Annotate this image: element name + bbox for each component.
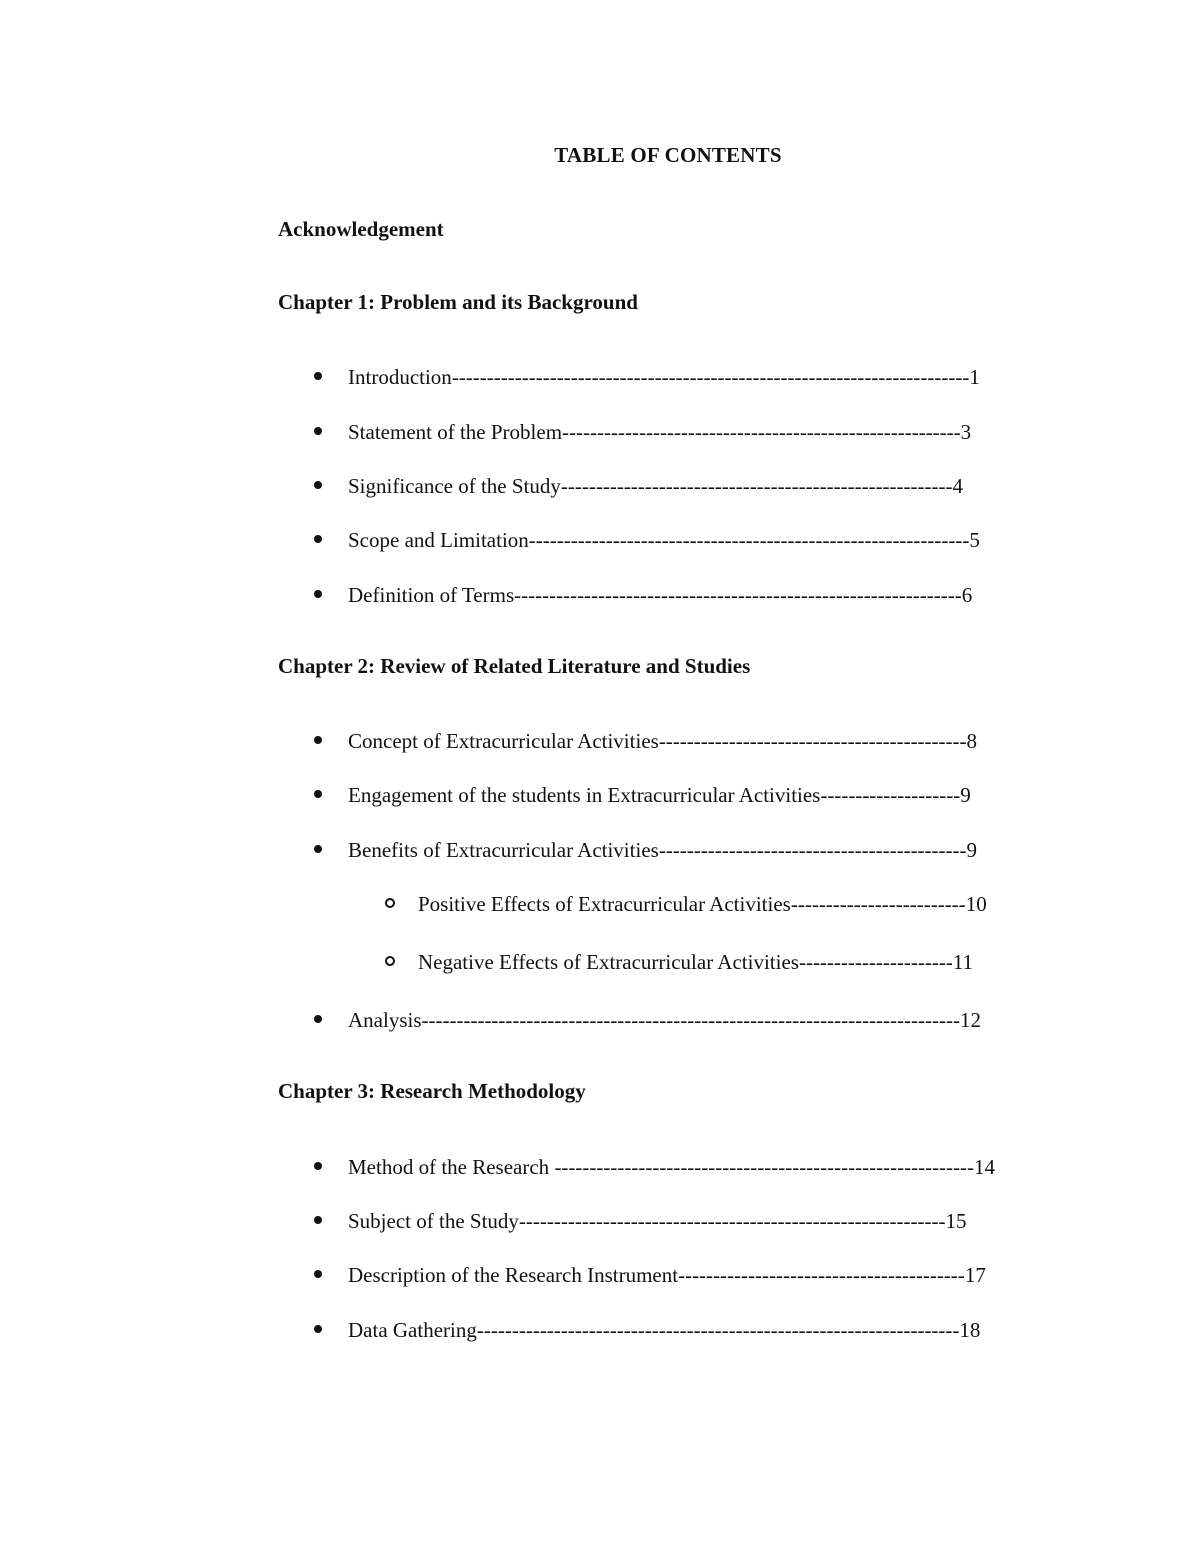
toc-entry-instrument bbox=[348, 1261, 1063, 1289]
toc-leader: -------------------------------------------- bbox=[658, 729, 967, 753]
toc-entry-page: 11 bbox=[952, 950, 974, 974]
toc-entry-subject bbox=[348, 1207, 1063, 1235]
bullet-icon bbox=[314, 790, 322, 798]
page-title: TABLE OF CONTENTS bbox=[554, 143, 782, 167]
toc-entry-label: Introduction bbox=[348, 365, 452, 389]
toc-leader: -------------------- bbox=[820, 783, 961, 807]
toc-leader: -------------------------------------------------------- bbox=[560, 474, 953, 498]
toc-entry-label: Data Gathering bbox=[348, 1318, 477, 1342]
toc-entry-page: 8 bbox=[966, 729, 978, 753]
toc-entry-scope bbox=[348, 526, 1058, 554]
toc-entry-page: 12 bbox=[959, 1008, 981, 1032]
toc-entry-label: Statement of the Problem bbox=[348, 420, 563, 444]
chapter-3-heading: Chapter 3: Research Methodology bbox=[278, 1079, 586, 1103]
toc-leader: ------------------------------------------------------------- bbox=[518, 1209, 946, 1233]
toc-leader: ------------------------- bbox=[790, 892, 966, 916]
bullet-icon bbox=[314, 845, 322, 853]
toc-leader: --------------------------------------------------------------- bbox=[528, 528, 970, 552]
toc-entry-label: Analysis bbox=[348, 1008, 422, 1032]
toc-entry-label: Scope and Limitation bbox=[348, 528, 529, 552]
toc-entry-label: Subject of the Study bbox=[348, 1209, 519, 1233]
bullet-icon bbox=[314, 590, 322, 598]
toc-entry-page: 10 bbox=[965, 892, 987, 916]
bullet-icon bbox=[314, 1270, 322, 1278]
toc-entry-page: 9 bbox=[966, 838, 978, 862]
toc-entry-definition bbox=[348, 581, 1058, 609]
bullet-icon bbox=[314, 1325, 322, 1333]
toc-entry-page: 5 bbox=[969, 528, 980, 552]
bullet-icon bbox=[314, 1015, 322, 1023]
chapter-1-heading: Chapter 1: Problem and its Background bbox=[278, 290, 638, 314]
bullet-icon bbox=[314, 1162, 322, 1170]
hollow-bullet-icon bbox=[385, 898, 395, 908]
toc-entry-page: 9 bbox=[960, 783, 971, 807]
toc-entry-label: Benefits of Extracurricular Activities bbox=[348, 838, 659, 862]
toc-entry-page: 3 bbox=[960, 420, 972, 444]
toc-entry-analysis bbox=[348, 1006, 1063, 1034]
toc-entry-concept bbox=[348, 727, 1058, 755]
toc-leader: --------------------------------------------------------- bbox=[562, 420, 961, 444]
toc-entry-page: 18 bbox=[959, 1318, 981, 1342]
bullet-icon bbox=[314, 481, 322, 489]
acknowledgement-heading: Acknowledgement bbox=[278, 217, 444, 241]
toc-leader: -------------------------------------------- bbox=[658, 838, 967, 862]
toc-entry-page: 17 bbox=[964, 1263, 986, 1287]
bullet-icon bbox=[314, 535, 322, 543]
bullet-icon bbox=[314, 736, 322, 744]
toc-leader: ---------------------- bbox=[798, 950, 953, 974]
toc-entry-introduction bbox=[348, 363, 1058, 391]
toc-entry-page: 15 bbox=[945, 1209, 967, 1233]
toc-entry-page: 14 bbox=[974, 1155, 996, 1179]
toc-leader: ---------------------------------------------------------------- bbox=[514, 583, 962, 607]
hollow-bullet-icon bbox=[385, 956, 395, 966]
toc-leader: --------------------------------------------------------------------- bbox=[476, 1318, 960, 1342]
toc-entry-positive-effects bbox=[418, 890, 1063, 918]
toc-entry-page: 6 bbox=[961, 583, 973, 607]
toc-entry-label: Significance of the Study bbox=[348, 474, 561, 498]
bullet-icon bbox=[314, 1216, 322, 1224]
toc-entry-engagement bbox=[348, 781, 1058, 809]
toc-entry-page: 4 bbox=[952, 474, 963, 498]
bullet-icon bbox=[314, 372, 322, 380]
toc-entry-negative-effects bbox=[418, 948, 1063, 976]
chapter-2-heading: Chapter 2: Review of Related Literature and Studies bbox=[278, 654, 751, 678]
toc-leader: ----------------------------------------- bbox=[678, 1263, 965, 1287]
toc-entry-statement bbox=[348, 418, 1058, 446]
toc-entry-label: Engagement of the students in Extracurricular Activities bbox=[348, 783, 821, 807]
toc-entry-label: Description of the Research Instrument bbox=[348, 1263, 679, 1287]
toc-leader: ------------------------------------------------------------ bbox=[554, 1155, 975, 1179]
bullet-icon bbox=[314, 427, 322, 435]
toc-entry-benefits bbox=[348, 836, 1058, 864]
toc-leader: -------------------------------------------------------------------------- bbox=[451, 365, 970, 389]
toc-entry-significance bbox=[348, 472, 1058, 500]
toc-entry-page: 1 bbox=[969, 365, 980, 389]
toc-entry-label: Definition of Terms bbox=[348, 583, 515, 607]
toc-entry-label: Negative Effects of Extracurricular Activities bbox=[418, 950, 799, 974]
toc-entry-data-gathering bbox=[348, 1316, 1063, 1344]
toc-entry-label: Positive Effects of Extracurricular Activities bbox=[418, 892, 791, 916]
toc-entry-label: Method of the Research bbox=[348, 1155, 555, 1179]
toc-entry-method bbox=[348, 1153, 1063, 1181]
toc-entry-label: Concept of Extracurricular Activities bbox=[348, 729, 659, 753]
toc-leader: ----------------------------------------------------------------------------- bbox=[421, 1008, 960, 1032]
